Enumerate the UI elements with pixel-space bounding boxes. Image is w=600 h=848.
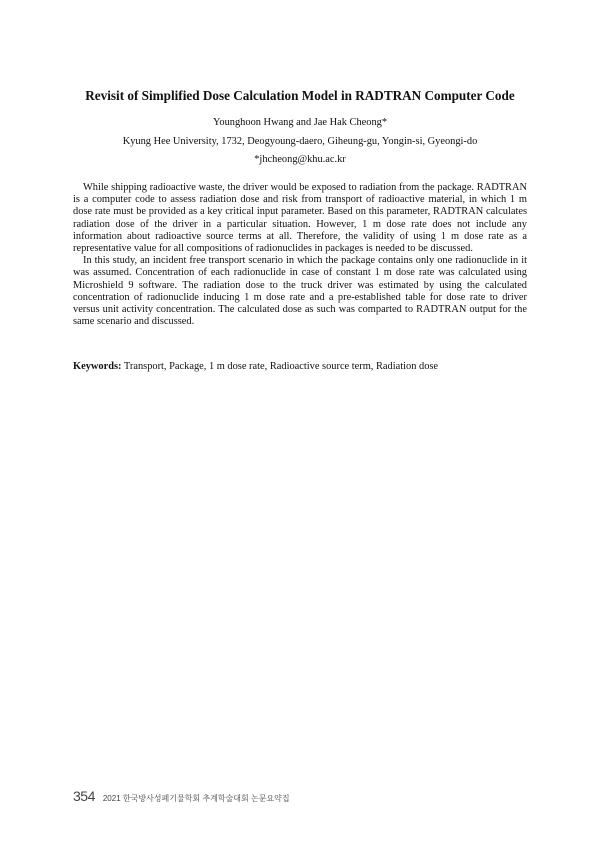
paper-title: Revisit of Simplified Dose Calculation Model in RADTRAN Computer Code — [85, 88, 515, 103]
paper-affiliation: Kyung Hee University, 1732, Deogyoung-daero, Giheung-gu, Yongin-si, Gyeongi-do — [122, 136, 478, 147]
corresponding-email: *jhcheong@khu.ac.kr — [254, 154, 346, 165]
abstract-paragraph-1: While shipping radioactive waste, the driver would be exposed to radiation from the package. RADTRAN is a computer code to assess radiation dose and risk from transport of radioactive material, in which 1 m dose rate must be provided as a key critical input parameter. Based on this parameter, RADTRAN calculates radiation dose of the driver in a particular situation. However, 1 m dose rate does not include any information about radioactive source terms at all. Therefore, the validity of using 1 m dose rate as a representative value for all compositions of radionuclides in packages is needed to be discussed. — [73, 182, 527, 255]
abstract — [73, 182, 527, 328]
keywords-list: Transport, Package, 1 m dose rate, Radioactive source term, Radiation dose — [123, 361, 439, 372]
page-footer — [73, 788, 290, 804]
page-number: 354 — [73, 788, 95, 804]
paper-authors: Younghoon Hwang and Jae Hak Cheong* — [212, 117, 388, 128]
keywords-label: Keywords: — [73, 361, 122, 372]
abstract-paragraph-2: In this study, an incident free transport scenario in which the package contains only one radionuclide in it was assumed. Concentration of each radionuclide in case of constant 1 m dose rate was calculated using Microshield 9 software. The radiation dose to the truck driver was estimated by using the calculated concentration of radionuclide inducing 1 m dose rate and a pre-established table for dose rate to driver versus unit activity concentration. The calculated dose as such was comparted to RADTRAN output for the same scenario and discussed. — [73, 255, 527, 328]
proceedings-title: 2021 한국방사성폐기물학회 추계학술대회 논문요약집 — [102, 794, 290, 803]
keywords — [73, 360, 527, 373]
